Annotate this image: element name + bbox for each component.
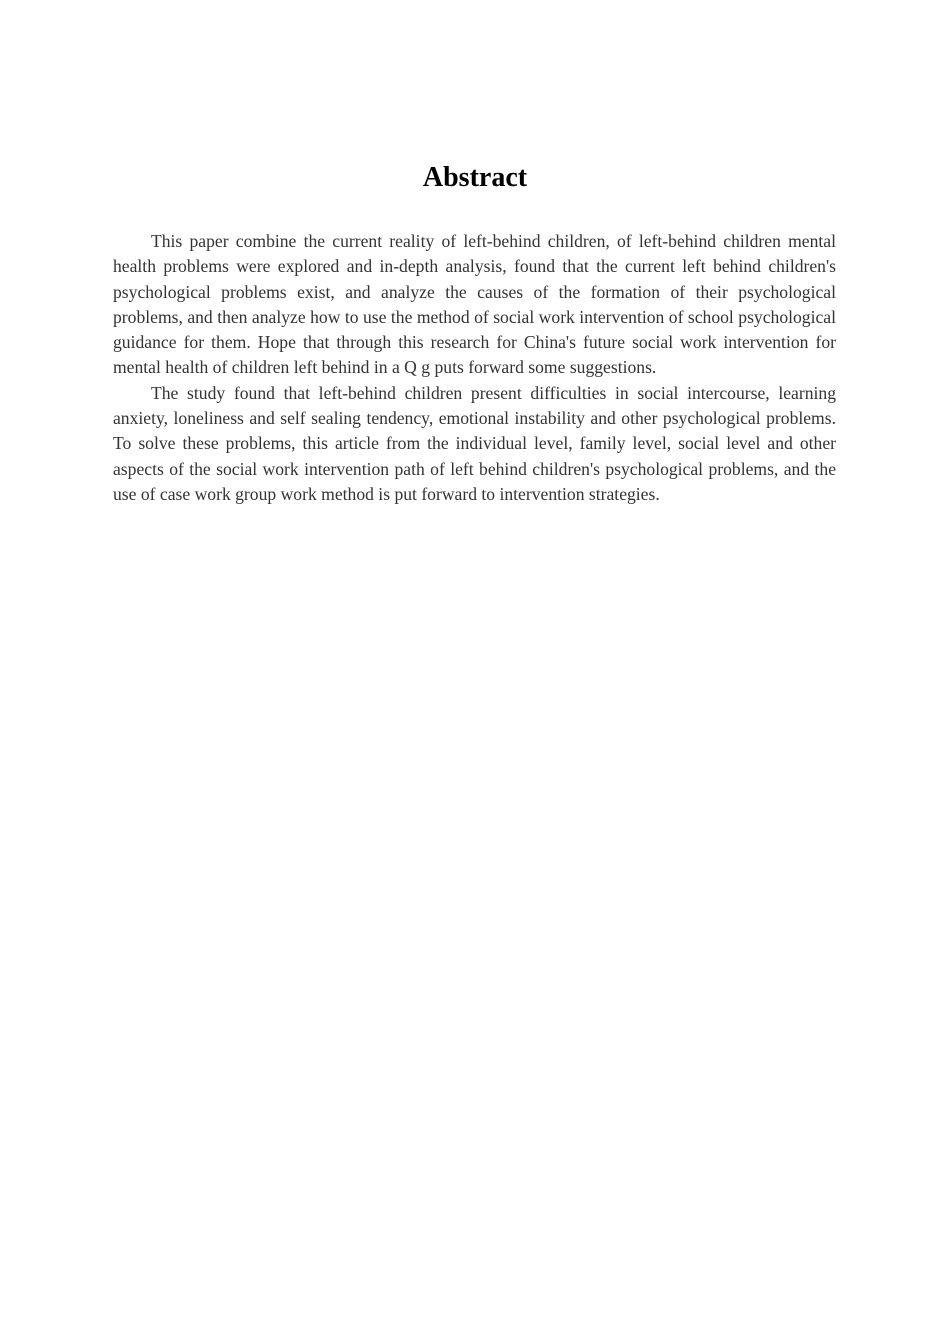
abstract-paragraph: The study found that left-behind children present difficulties in social intercourse, learning anxiety, loneliness and self sealing tendency, emotional instability and other psychological problems. To solve these problems, this article from the individual level, family level, social level and other aspects of the social work intervention path of left behind children's psychological problems, and the use of case work group work method is put forward to intervention strategies.: [113, 382, 836, 504]
abstract-title: Abstract: [422, 162, 528, 193]
abstract-paragraph: This paper combine the current reality of left-behind children, of left-behind children mental health problems were explored and in-depth analysis, found that the current left behind children's psychological problems exist, and analyze the causes of the formation of their psychological problems, and then analyze how to use the method of social work intervention of school psychological guidance for them. Hope that through this research for China's future social work intervention for mental health of children left behind in a Q g puts forward some suggestions.: [113, 231, 836, 378]
abstract-body: [113, 229, 836, 507]
